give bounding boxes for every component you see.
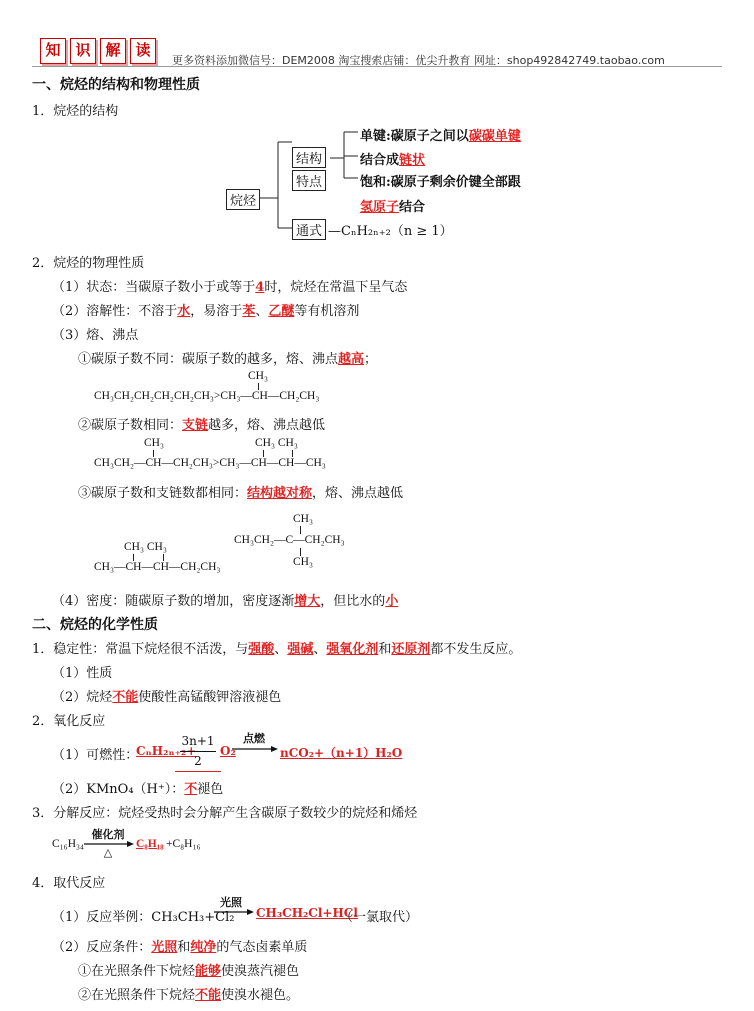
diagram-line: 结合成链状: [360, 153, 426, 168]
paragraph: （3）熔、沸点: [52, 328, 139, 343]
formula-branch: CH₃: [144, 437, 164, 449]
bond-line: [153, 450, 154, 457]
header-tile: 读: [130, 38, 156, 64]
paragraph: 2．烷烃的物理性质: [32, 256, 145, 271]
reaction-condition: △: [103, 846, 113, 859]
paragraph: （2）KMnO₄（H⁺）：不褪色: [52, 782, 224, 797]
bond-line: [300, 526, 301, 534]
paragraph: ②在光照条件下烷烃不能使溴水褪色。: [78, 988, 300, 1003]
reaction-condition: 催化剂: [91, 828, 125, 841]
product: nCO₂+（n+1）H₂O: [280, 746, 403, 760]
fraction-numerator: 3n+1: [181, 734, 215, 748]
header-tile: 解: [100, 38, 126, 64]
bond-line: [292, 450, 293, 457]
formula-branch: CH₃: [293, 513, 313, 525]
header-info: 更多资料添加微信号：DEM2008 淘宝搜索店铺：优尖升教育 网址：shop492842749.taobao.com: [172, 54, 665, 67]
bond-line: [300, 548, 301, 556]
header-tile: 知: [40, 38, 66, 64]
paragraph: 3．分解反应：烷烃受热时会分解产生含碳原子数较少的烷烃和烯烃: [32, 806, 418, 821]
formula-branch: CH₃ CH₃: [124, 541, 167, 553]
section-title: 二、烷烃的化学性质: [32, 617, 158, 633]
paragraph: （1）反应举例：CH₃CH₃+Cl₂: [52, 910, 235, 925]
fraction-bar: [180, 751, 216, 752]
answer-underline: [175, 771, 221, 772]
structural-formula: CH₃CH₂CH₂CH₂CH₂CH₃>CH₃—CH—CH₂CH₃: [94, 390, 320, 402]
reaction-arrow-icon: [232, 745, 278, 753]
diagram-root: 烷烃: [226, 189, 260, 210]
header-divider: [32, 66, 722, 67]
structural-formula: CH₃CH₂—C—CH₂CH₃: [234, 534, 345, 546]
general-formula: —CₙH₂ₙ₊₂（n ≥ 1）: [328, 224, 453, 239]
paragraph: （1）状态：当碳原子数小于或等于4时，烷烃在常温下呈气态: [52, 280, 408, 295]
reaction-arrow-icon: [214, 908, 254, 916]
reactant: C₁₆H₃₄: [52, 838, 85, 850]
paragraph: ②碳原子数相同：支链越多，熔、沸点越低: [78, 418, 326, 433]
paragraph: （2）烷烃不能使酸性高锰酸钾溶液褪色: [52, 690, 282, 705]
diagram-line: 单键:碳原子之间以碳碳单键: [360, 129, 521, 144]
bond-line: [133, 554, 134, 561]
paragraph: ③碳原子数和支链数都相同：结构越对称，熔、沸点越低: [78, 486, 404, 501]
reaction-condition: 点燃: [243, 732, 265, 745]
paragraph: 1．烷烃的结构: [32, 104, 119, 119]
reaction-condition: 光照: [220, 896, 242, 909]
product: CH₃CH₂Cl+HCl: [256, 906, 358, 920]
paragraph: ①碳原子数不同：碳原子数的越多，熔、沸点越高；: [78, 352, 378, 367]
formula-branch: CH₃ CH₃: [255, 437, 298, 449]
diagram-node-formula: 通式: [292, 219, 326, 240]
paragraph: 1．稳定性：常温下烷烃很不活泼，与强酸、强碱、强氧化剂和还原剂都不发生反应。: [32, 642, 522, 657]
diagram-node-structure: 结构: [292, 147, 326, 168]
paragraph: （4）密度：随碳原子数的增加，密度逐渐增大，但比水的小: [52, 594, 399, 609]
header-tile: 识: [70, 38, 96, 64]
structural-formula: CH₃CH₂—CH—CH₂CH₃>CH₃—CH—CH—CH₃: [94, 457, 326, 469]
paragraph: 4．取代反应: [32, 876, 106, 891]
reactant: O₂: [220, 744, 236, 758]
paragraph: ①在光照条件下烷烃能够使溴蒸汽褪色: [78, 964, 300, 979]
fraction-denominator: 2: [194, 754, 202, 768]
paragraph: （1）性质: [52, 666, 113, 681]
bond-line: [263, 450, 264, 457]
formula-branch: CH₃: [248, 370, 268, 382]
structural-formula: CH₃—CH—CH—CH₂CH₃: [94, 561, 221, 573]
annotation: （一氯取代）: [340, 910, 419, 925]
product: +C₈H₁₆: [166, 838, 201, 850]
product: C₈H₁₈: [136, 838, 164, 850]
paragraph: 2．氧化反应: [32, 714, 106, 729]
reactant: CₙH₂ₙ₊₂+: [136, 744, 197, 758]
bond-line: [163, 554, 164, 561]
bond-line: [258, 383, 259, 390]
diagram-line: 饱和:碳原子剩余价键全部跟: [360, 175, 521, 190]
paragraph: （2）溶解性：不溶于水，易溶于苯、乙醚等有机溶剂: [52, 304, 360, 319]
diagram-line: 氢原子结合: [360, 200, 426, 215]
section-title: 一、烷烃的结构和物理性质: [32, 77, 200, 93]
paragraph: （1）可燃性：: [52, 748, 139, 763]
diagram-node-feature: 特点: [292, 170, 326, 191]
formula-branch: CH₃: [293, 556, 313, 568]
paragraph: （2）反应条件：光照和纯净的气态卤素单质: [52, 940, 308, 955]
